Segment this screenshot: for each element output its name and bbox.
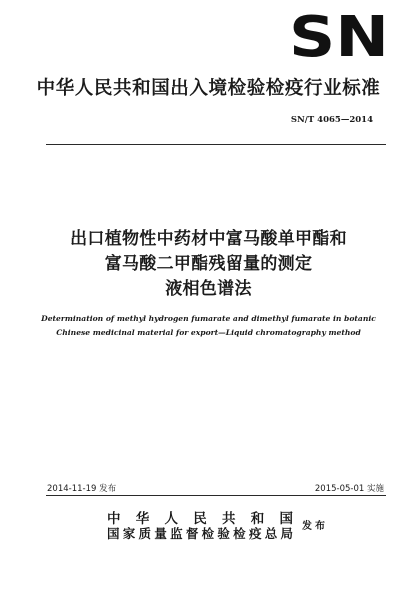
standard-number: SN/T 4065—2014 [290, 115, 373, 125]
issuer-country: 中华人民共和国 [107, 511, 293, 527]
sn-logo-text: SN [289, 14, 389, 60]
issue-date: 2014-11-19 发布 [47, 484, 117, 494]
organization-title: 中华人民共和国出入境检验检疫行业标准 [36, 78, 381, 99]
implementation-date: 2015-05-01 实施 [314, 484, 384, 494]
publish-label: 发布 [302, 521, 328, 532]
chinese-title-line-1: 出口植物性中药材中富马酸单甲酯和 [70, 229, 347, 249]
chinese-title-line-2: 富马酸二甲酯残留量的测定 [104, 254, 313, 274]
issuer-agency: 国家质量监督检验检疫总局 [107, 526, 293, 541]
english-title-line-2: Chinese medicinal material for export—Liquid chromatography method [56, 328, 361, 337]
footer-divider [46, 495, 386, 496]
chinese-title-line-3: 液相色谱法 [165, 279, 252, 299]
sn-logo [287, 14, 391, 60]
english-title-line-1: Determination of methyl hydrogen fumarate and dimethyl fumarate in botanic [41, 314, 376, 323]
header-divider [46, 144, 386, 145]
